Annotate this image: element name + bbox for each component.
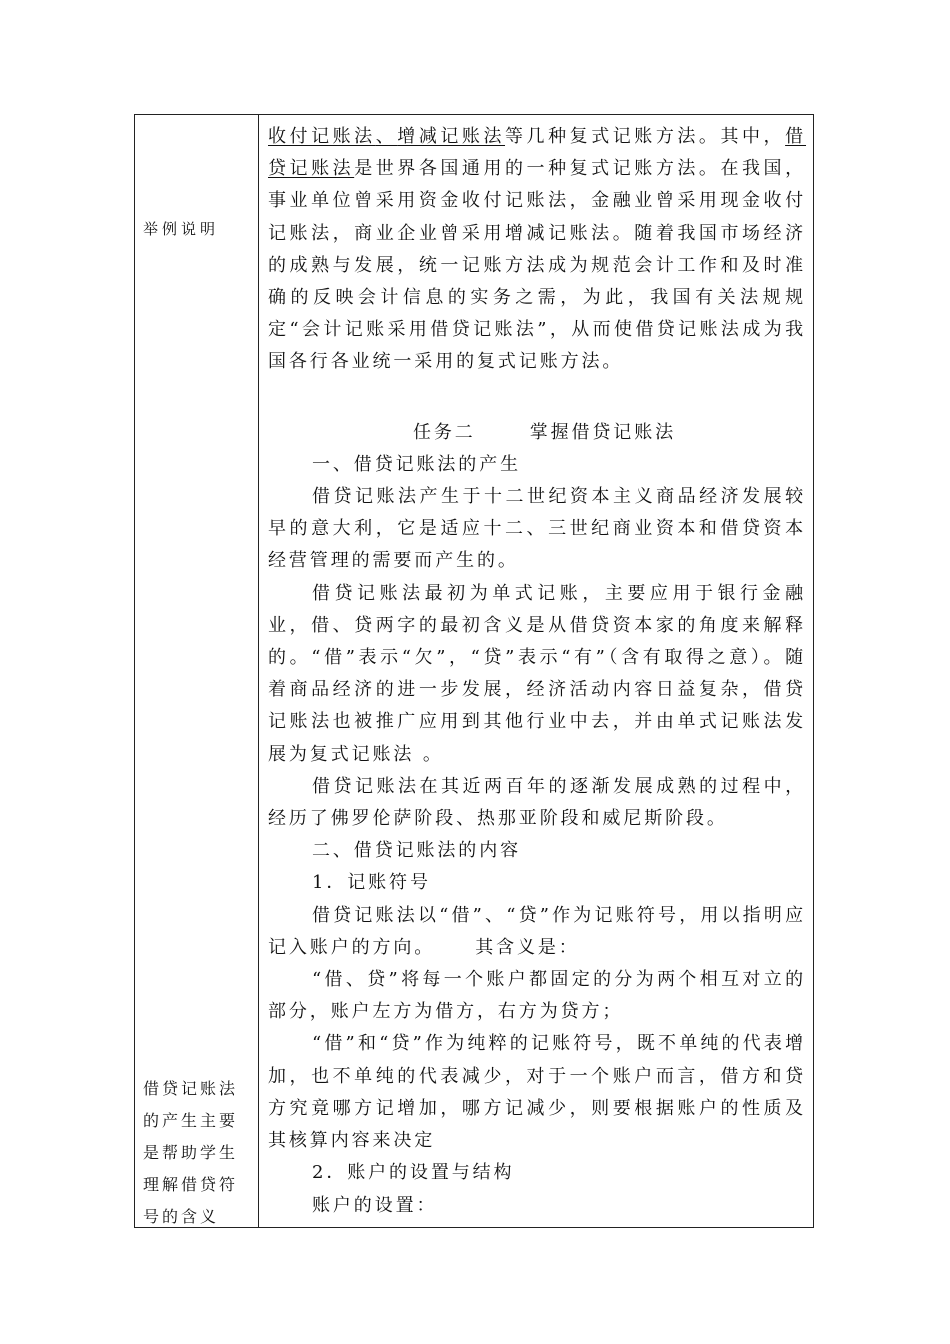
heading-origin: 一、借贷记账法的产生 <box>312 453 521 475</box>
text-run: 借贷记账法以“借”、“贷”作为记账符号，用以指明应记入账户的方向。 <box>268 904 806 958</box>
heading-accounts: 2．账户的设置与结构 <box>312 1162 515 1184</box>
content-column <box>268 121 806 1222</box>
paragraph-account-setup: 账户的设置： <box>312 1194 438 1216</box>
heading-symbols: 1．记账符号 <box>312 872 431 894</box>
paragraph-origin: 借贷记账法产生于十二世纪资本主义商品经济发展较早的意大利，它是适应十二、三世纪商业资本和借贷资本经营管理的需要而产生的。 <box>268 486 806 572</box>
paragraph-symbols <box>268 900 806 964</box>
paragraph-intro <box>268 121 806 379</box>
left-note-line: 理解借贷符 <box>143 1175 239 1194</box>
text-run: 等几种复式记账方法。其中， <box>505 126 786 147</box>
column-divider <box>258 115 259 1227</box>
text-run: 是世界各国通用的一种复式记账方法。在我国，事业单位曾采用资金收付记账法，金融业曾采用现金收付记账法，商业企业曾采用增减记账法。随着我国市场经济的成熟与发展，统一记账方法成为规范会计工作和及时准确的反映会计信息的实务之需，为此，我国有关法规规定“会计记账采用借贷记账法”，从而使借贷记账法成为我国各行各业统一采用的复式记账方法。 <box>268 158 806 373</box>
paragraph-pure-symbols: “借”和“贷”作为纯粹的记账符号，既不单纯的代表增加，也不单纯的代表减少，对于一个账户而言，借方和贷方究竟哪方记增加，哪方记减少，则要根据账户的性质及其核算内容来决定 <box>268 1033 806 1152</box>
underlined-separator: 、 <box>375 126 398 147</box>
left-note-line: 的产生主要 <box>143 1111 239 1130</box>
task-title <box>268 417 806 449</box>
task-title-text: 掌握借贷记账法 <box>529 421 677 443</box>
lesson-table <box>134 114 814 1228</box>
paragraph-debit-credit: “借、贷”将每一个账户都固定的分为两个相互对立的部分，账户左方为借方，右方为贷方； <box>268 969 806 1023</box>
left-note-example: 举例说明 <box>143 220 220 238</box>
left-note-line: 号的含义 <box>143 1207 220 1226</box>
left-note-line: 是帮助学生 <box>143 1143 239 1162</box>
task-title-label: 任务二 <box>413 421 476 443</box>
paragraph-development: 借贷记账法在其近两百年的逐渐发展成熟的过程中，经历了佛罗伦萨阶段、热那亚阶段和威尼斯阶段。 <box>268 775 806 830</box>
heading-content: 二、借贷记账法的内容 <box>312 840 521 862</box>
underlined-term: 增减记账法 <box>397 126 506 147</box>
left-note-purpose <box>143 1073 251 1233</box>
left-note-line: 借贷记账法 <box>143 1079 239 1098</box>
spacer <box>268 379 806 417</box>
text-run: 其含义是： <box>475 936 580 958</box>
paragraph-early-use: 借贷记账法最初为单式记账，主要应用于银行金融业，借、贷两字的最初含义是从借贷资本家的角度来解释的。“借”表示“欠”，“贷”表示“有”（含有取得之意）。随着商品经济的进一步发展，经济活动内容日益复杂，借贷记账法也被推广应用到其他行业中去，并由单式记账法发展为复式记账法 。 <box>268 582 806 765</box>
underlined-term: 借贷记账法 <box>268 126 807 180</box>
underlined-term: 收付记账法 <box>268 126 376 147</box>
